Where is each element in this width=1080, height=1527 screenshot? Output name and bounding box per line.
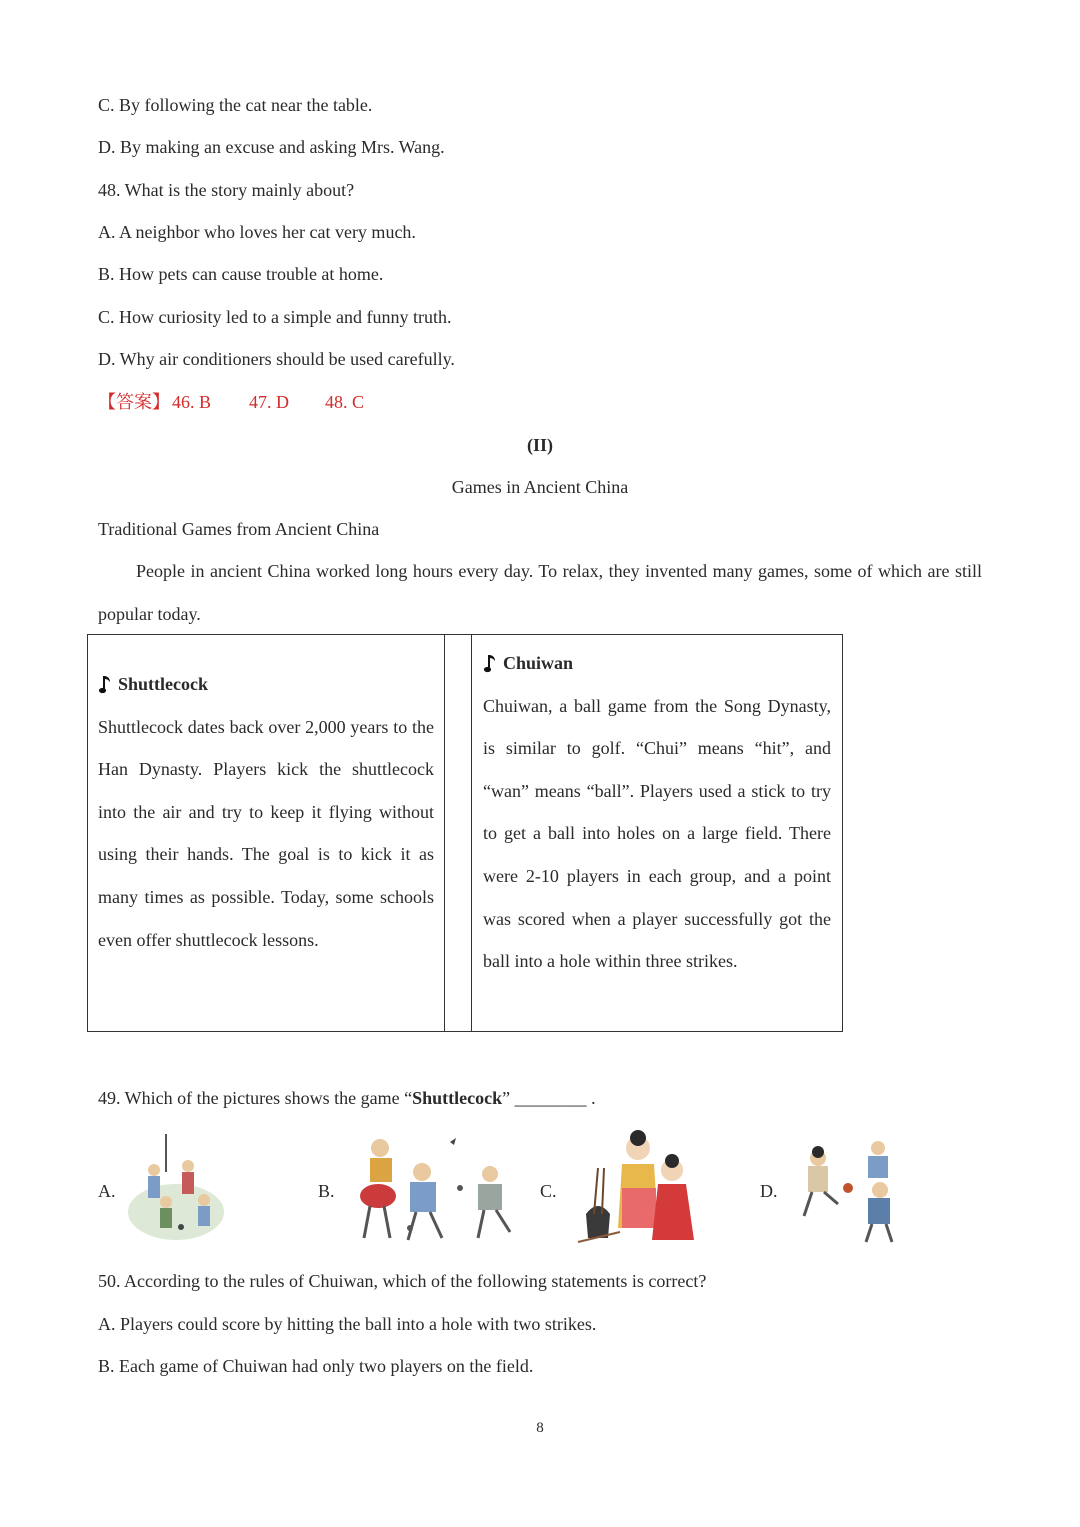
shuttlecock-cell	[98, 663, 434, 961]
option-b-picture	[350, 1134, 530, 1246]
q49-option-c-label: C.	[540, 1181, 557, 1201]
section-subtitle: Traditional Games from Ancient China	[98, 519, 380, 539]
q49-bold: Shuttlecock	[412, 1088, 503, 1108]
shuttlecock-title: Shuttlecock	[118, 674, 208, 694]
table-divider-1	[444, 635, 445, 1031]
q48-option-c: C. How curiosity led to a simple and funny truth.	[98, 307, 452, 327]
answer-key	[98, 391, 364, 413]
section-intro: People in ancient China worked long hours every day. To relax, they invented many games, some of which are still popular today.	[98, 561, 982, 624]
chuiwan-body: Chuiwan, a ball game from the Song Dynasty, is similar to golf. “Chui” means “hit”, and “wan” means “ball”. Players used a stick to try to get a ball into holes on a large field. There were 2-10 players in each group, and a point was scored when a player successfully got the ball into a hole within three strikes.	[483, 695, 831, 972]
q49-option-a-label: A.	[98, 1181, 116, 1201]
option-a-picture	[126, 1132, 226, 1242]
music-note-icon	[98, 674, 112, 694]
option-c-picture	[576, 1128, 700, 1246]
q50-option-b: B. Each game of Chuiwan had only two players on the field.	[98, 1356, 534, 1376]
page-number: 8	[536, 1420, 544, 1436]
q48-question: 48. What is the story mainly about?	[98, 180, 355, 200]
section-number: (II)	[527, 435, 553, 455]
q48-option-d: D. Why air conditioners should be used carefully.	[98, 349, 455, 369]
q47-option-c: C. By following the cat near the table.	[98, 95, 373, 115]
answer-key-label: 【答案】	[98, 392, 170, 412]
shuttlecock-body: Shuttlecock dates back over 2,000 years to the Han Dynasty. Players kick the shuttlecock into the air and try to keep it flying without using their hands. The goal is to kick it as many times as possible. Today, some schools even offer shuttlecock lessons.	[98, 716, 434, 950]
answer-46: 46. B	[172, 392, 212, 412]
q49-prefix: 49. Which of the pictures shows the game “	[98, 1088, 413, 1108]
q47-option-d: D. By making an excuse and asking Mrs. Wang.	[98, 137, 445, 157]
q50-question: 50. According to the rules of Chuiwan, which of the following statements is correct?	[98, 1271, 707, 1291]
chuiwan-heading	[483, 642, 831, 685]
q49-option-b-label: B.	[318, 1181, 335, 1201]
shuttlecock-heading	[98, 663, 434, 706]
answer-48: 48. C	[325, 392, 365, 412]
q49-suffix: ” ________ .	[502, 1088, 596, 1108]
q49-question	[98, 1087, 596, 1109]
q48-option-a: A. A neighbor who loves her cat very much.	[98, 222, 416, 242]
games-table	[87, 634, 843, 1032]
q50-option-a: A. Players could score by hitting the ball into a hole with two strikes.	[98, 1314, 597, 1334]
section-title: Games in Ancient China	[451, 477, 629, 497]
music-note-icon	[483, 653, 497, 673]
table-divider-2	[471, 635, 472, 1031]
option-d-picture	[798, 1134, 904, 1246]
chuiwan-title: Chuiwan	[503, 653, 574, 673]
q48-option-b: B. How pets can cause trouble at home.	[98, 264, 384, 284]
q49-option-d-label: D.	[760, 1181, 778, 1201]
answer-47: 47. D	[249, 392, 290, 412]
chuiwan-cell	[483, 642, 831, 983]
